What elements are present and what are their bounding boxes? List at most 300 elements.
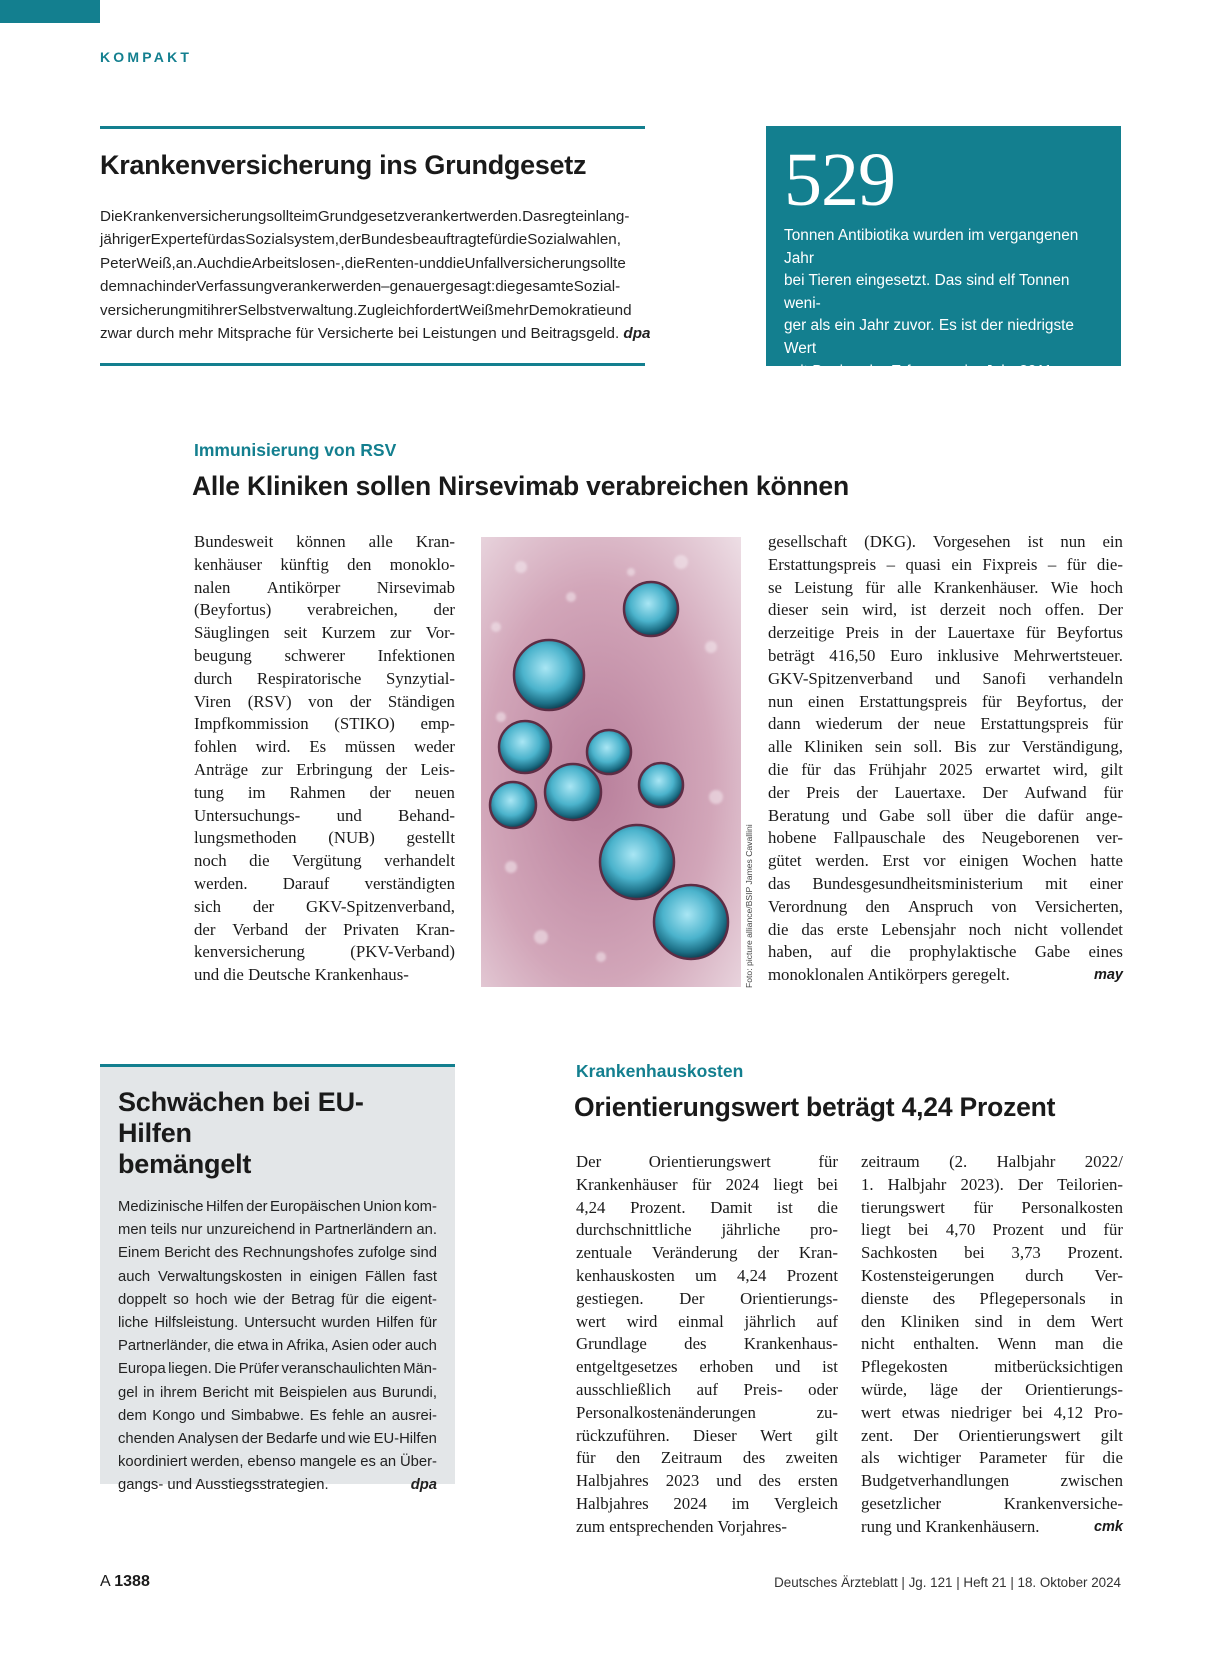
word: Neugeborenen — [981, 828, 1080, 848]
word: nicht — [861, 1334, 895, 1354]
word: gütet — [768, 851, 802, 871]
word: lang- — [595, 208, 630, 225]
word: Europäischen — [270, 1199, 361, 1215]
text-line — [861, 1311, 1123, 1334]
word: der — [980, 1379, 1003, 1399]
word: des — [742, 1448, 766, 1468]
word: 1. — [861, 1174, 874, 1194]
text-line — [194, 919, 455, 942]
word: Wenn — [997, 1334, 1037, 1354]
word: an. — [416, 1222, 437, 1239]
word: für — [419, 1314, 437, 1331]
text-line — [194, 577, 455, 600]
body-line — [100, 299, 645, 322]
word: Viren — [194, 691, 232, 711]
word: Gabe — [879, 805, 915, 825]
word: genauer — [389, 278, 446, 296]
word: Arbeitslosen-, — [251, 254, 345, 272]
word: sein — [821, 600, 849, 620]
text-line — [194, 554, 455, 577]
text-line — [861, 1470, 1123, 1493]
word: fordert — [414, 301, 459, 319]
word: alle — [768, 737, 793, 757]
word: unzureichend — [206, 1222, 296, 1239]
word: (RSV) — [247, 691, 292, 711]
word: sein — [874, 737, 902, 757]
word: und — [200, 1407, 226, 1424]
word: dienste — [861, 1288, 909, 1308]
word: Rahmen — [289, 782, 346, 802]
text-line — [576, 1151, 838, 1174]
word: mit — [253, 1384, 274, 1401]
word: werden. — [194, 873, 248, 893]
word: Preis — [806, 782, 840, 802]
article-column-2 — [861, 1151, 1123, 1539]
word: Orientierungs- — [740, 1288, 838, 1308]
word: Verfassung — [196, 278, 273, 296]
text-line — [576, 1219, 838, 1242]
journal-info: Deutsches Ärzteblatt | Jg. 121 | Heft 21 | 18. Oktober 2024 — [774, 1575, 1121, 1590]
word: die — [1102, 1448, 1123, 1468]
word: erwartet — [985, 759, 1041, 779]
word: Bundesweit — [194, 532, 274, 551]
word: gestiegen. — [576, 1288, 644, 1308]
text-line-content: und die Deutsche Krankenhaus- — [194, 965, 409, 985]
word: kom- — [404, 1199, 437, 1215]
word: und — [935, 668, 961, 688]
word: Leistung — [794, 577, 853, 597]
word: 2024 — [673, 1493, 707, 1513]
word: müssen — [344, 737, 396, 757]
word: nur — [181, 1222, 203, 1239]
word: Zeitraum — [660, 1448, 723, 1468]
word: für — [489, 231, 507, 249]
text-line-content: rung und Krankenhäusern. — [861, 1516, 1040, 1536]
word: Vorgesehen — [932, 532, 1011, 551]
word: Respiratorische — [256, 668, 362, 688]
article-body — [118, 1196, 437, 1497]
word: Der — [982, 782, 1008, 802]
word: Einem — [118, 1245, 160, 1262]
word: EU-Hilfen — [373, 1430, 437, 1447]
word: liegt — [861, 1220, 891, 1240]
article-column-1 — [194, 531, 455, 987]
word: Pflegepersonals — [979, 1288, 1086, 1308]
word: Der — [576, 1152, 602, 1171]
word: Auch — [196, 254, 232, 272]
word: der — [174, 278, 197, 296]
stat-source: Quelle: Bundesamt für Verbraucherschutz und Lebensmittelsicherheit — [784, 397, 1042, 408]
word: um — [695, 1265, 717, 1285]
word: für — [203, 231, 221, 249]
word: Beyfortus, — [1016, 691, 1087, 711]
word: doppelt — [118, 1291, 167, 1308]
stat-line: ger als ein Jahr zuvor. Es ist der niedrigste Wert — [784, 317, 1074, 357]
word: quasi — [905, 554, 941, 574]
word: sich — [194, 896, 222, 916]
word: mitberücksichtigen — [994, 1357, 1123, 1377]
word: der — [385, 759, 408, 779]
word: Aufwand — [1024, 782, 1087, 802]
word: Kongo — [152, 1407, 196, 1424]
word: sind — [974, 1311, 1003, 1331]
word: Sozialsystem, — [245, 231, 339, 249]
word: entgeltgesetzes — [576, 1357, 678, 1377]
word: Unfallversicherung — [464, 254, 591, 272]
word: zur — [261, 759, 283, 779]
word: Kran- — [798, 1243, 838, 1263]
word: Hilfen — [205, 1199, 244, 1215]
word: der — [246, 1199, 268, 1215]
word: die — [249, 851, 270, 871]
text-line — [194, 827, 455, 850]
text-line — [768, 645, 1123, 668]
text-line — [861, 1516, 1123, 1539]
text-line — [768, 941, 1123, 964]
word: Das — [522, 208, 550, 225]
word: durchschnittliche — [576, 1220, 692, 1240]
text-line — [768, 805, 1123, 828]
word: für — [1064, 1448, 1085, 1468]
word: Burundi, — [381, 1384, 437, 1401]
word: gesamte — [515, 278, 574, 296]
word: wurden — [321, 1314, 371, 1331]
word: und — [1060, 1220, 1087, 1240]
word: verhandeln — [1048, 668, 1123, 688]
word: Prozent. — [630, 1197, 686, 1217]
word: (DKG). — [864, 532, 916, 551]
word: den — [347, 554, 372, 574]
word: würde, — [861, 1379, 908, 1399]
word: (PKV-Verband) — [350, 942, 455, 962]
word: Asien — [331, 1338, 369, 1355]
word: offen. — [1045, 600, 1085, 620]
word: Weiß, — [136, 254, 176, 272]
word: Analysen — [177, 1430, 239, 1447]
text-line — [118, 1196, 437, 1219]
word: wie — [234, 1291, 257, 1308]
word: in — [890, 623, 904, 643]
article-eu-hilfen — [100, 1064, 455, 1494]
word: verabreichen, — [307, 600, 398, 620]
word: für — [973, 1197, 993, 1217]
word: monoklo- — [389, 554, 455, 574]
word: Halbjahres — [576, 1493, 649, 1513]
text-line — [576, 1311, 838, 1334]
word: des — [684, 1334, 707, 1354]
stat-text — [784, 225, 1103, 383]
word: Darauf — [282, 873, 330, 893]
word: werden. — [468, 208, 523, 225]
word: Rechnungshofes — [242, 1245, 354, 1262]
word: und — [775, 1357, 801, 1377]
word: Behand- — [398, 805, 455, 825]
word: etwa — [237, 1338, 269, 1355]
word: ein — [951, 554, 972, 574]
word: (2. — [949, 1152, 968, 1171]
word: der — [252, 896, 275, 916]
word: das — [768, 873, 791, 893]
word: gilt — [1100, 1425, 1123, 1445]
text-line — [118, 1428, 437, 1451]
word: 416,50 — [829, 645, 876, 665]
text-line — [576, 1379, 838, 1402]
word: Sozial- — [573, 278, 621, 296]
word: nalen — [194, 577, 231, 597]
word: 2024 — [725, 1174, 760, 1194]
text-line — [861, 1356, 1123, 1379]
word: in — [299, 1222, 311, 1239]
word: künftig — [280, 554, 329, 574]
word: Lebensjahr — [881, 919, 956, 939]
text-line — [194, 691, 455, 714]
word: oder — [371, 1338, 402, 1355]
word: einer — [1089, 873, 1123, 893]
text-line — [118, 1405, 437, 1428]
word: Infektionen — [377, 645, 455, 665]
word: Mehrwertsteuer. — [1013, 645, 1123, 665]
word: Preis — [845, 623, 880, 643]
word: Verordnung — [768, 896, 848, 916]
word: Vergütung — [292, 851, 362, 871]
section-label: KOMPAKT — [100, 49, 193, 65]
word: im — [301, 208, 318, 225]
word: verhandelt — [384, 851, 455, 871]
word: Säuglingen — [194, 623, 270, 643]
word: vor — [923, 851, 946, 871]
word: Erstattungspreis — [980, 714, 1089, 734]
word: wird, — [862, 600, 898, 620]
body-line — [100, 205, 645, 228]
word: demnach — [100, 278, 163, 296]
text-line — [861, 1219, 1123, 1242]
text-line — [118, 1474, 437, 1497]
text-line — [768, 577, 1123, 600]
word: Fixpreis — [982, 554, 1038, 574]
word: Orientierungswert — [958, 1425, 1081, 1445]
word: Bundesbeauftragte — [360, 231, 490, 249]
word: dem — [118, 1407, 147, 1424]
text-line — [768, 827, 1123, 850]
word: Afrika, — [286, 1338, 329, 1355]
word: auch — [404, 1338, 437, 1355]
word: im — [731, 1493, 750, 1513]
stat-box — [766, 126, 1121, 408]
word: zu- — [816, 1402, 838, 1422]
word: für — [982, 691, 1002, 711]
word: Experte — [150, 231, 203, 249]
word: Erstattungspreis — [768, 554, 877, 574]
word: alle — [897, 577, 922, 597]
word: Damit — [710, 1197, 753, 1217]
text-line — [194, 599, 455, 622]
word: Krankenhaus- — [743, 1334, 838, 1354]
word: zeitraum — [861, 1152, 920, 1171]
word: in — [1109, 1288, 1123, 1308]
word: Betrag — [291, 1291, 335, 1308]
word: über — [963, 805, 994, 825]
word: Der — [913, 1425, 939, 1445]
word: Medizinische — [118, 1199, 204, 1215]
text-line — [118, 1219, 437, 1242]
word: Halbjahres — [576, 1471, 649, 1491]
word: noch — [998, 600, 1032, 620]
word: für — [818, 1152, 838, 1171]
word: dieser — [768, 600, 809, 620]
word: den — [861, 1311, 886, 1331]
word: in — [162, 278, 175, 296]
word: Krankenhäuser — [576, 1174, 678, 1194]
word: verständigten — [364, 873, 455, 893]
body-line-last — [100, 322, 651, 345]
text-line — [768, 599, 1123, 622]
text-line — [768, 713, 1123, 736]
title-line: bemängelt — [118, 1149, 252, 1179]
word: wird — [626, 1311, 658, 1331]
word: bei — [1022, 1402, 1043, 1422]
word: Pflegekosten — [861, 1357, 948, 1377]
word: die — [768, 759, 789, 779]
text-line — [118, 1312, 437, 1335]
word: Erbringung — [296, 759, 373, 779]
word: Kran- — [415, 919, 455, 939]
word: Vergleich — [774, 1493, 838, 1513]
text-line — [118, 1358, 437, 1381]
word: fast — [413, 1268, 437, 1285]
text-line — [576, 1470, 838, 1493]
word: Selbstverwaltung. — [237, 301, 358, 319]
text-line — [768, 554, 1123, 577]
word: Dieser — [692, 1425, 737, 1445]
word: in — [1018, 1311, 1032, 1331]
word: für — [1066, 554, 1087, 574]
word: Parameter — [978, 1448, 1047, 1468]
word: derzeit — [939, 600, 986, 620]
word: Wie — [1050, 577, 1079, 597]
word: jährlich — [744, 1311, 796, 1331]
word: Verständigung, — [1021, 737, 1123, 757]
word: Beratung — [768, 805, 830, 825]
word: Erst — [882, 851, 910, 871]
word: dem — [1046, 1311, 1076, 1331]
word: bei — [817, 1174, 838, 1194]
text-line — [861, 1174, 1123, 1197]
word: gestellt — [406, 828, 455, 848]
word: Sachkosten — [861, 1243, 938, 1263]
word: einigen — [959, 851, 1009, 871]
text-line — [576, 1493, 838, 1516]
word: liche — [118, 1314, 149, 1331]
page-number-value: 1388 — [114, 1573, 150, 1590]
word: hatte — [1090, 851, 1123, 871]
word: der — [304, 919, 327, 939]
text-line — [861, 1288, 1123, 1311]
word: der — [768, 782, 790, 802]
word: mit — [1045, 873, 1068, 893]
word: die — [344, 254, 365, 272]
word: hoch — [195, 1291, 228, 1308]
author-signature: dpa — [410, 1477, 437, 1494]
word: gel — [118, 1384, 138, 1401]
word: zentuale — [576, 1243, 632, 1263]
article-title: Krankenversicherung ins Grundgesetz — [100, 150, 587, 180]
author-signature: may — [1093, 967, 1123, 984]
word: Partnerländer, — [118, 1338, 211, 1355]
word: wert — [576, 1311, 606, 1331]
text-line — [861, 1379, 1123, 1402]
word: gilt — [815, 1425, 838, 1445]
word: Verband — [232, 919, 289, 939]
word: mehr — [493, 301, 529, 319]
word: soll. — [913, 737, 943, 757]
stat-number: 529 — [784, 138, 895, 222]
stat-line: Tonnen Antibiotika wurden im vergangenen Jahr — [784, 227, 1079, 267]
word: für — [691, 1174, 712, 1194]
text-line — [194, 622, 455, 645]
word: werden — [331, 278, 382, 296]
word: Hilfsleistung. — [154, 1314, 239, 1331]
word: Teilorien- — [1057, 1174, 1123, 1194]
text-line — [768, 668, 1123, 691]
word: auch — [118, 1268, 151, 1285]
text-line — [118, 1289, 437, 1312]
word: für — [576, 1448, 596, 1468]
word: Män- — [403, 1361, 437, 1378]
word: die — [1005, 805, 1026, 825]
word: durch — [194, 668, 233, 688]
word: des — [758, 1471, 781, 1491]
word: die — [231, 254, 252, 272]
text-line — [768, 964, 1123, 987]
word: gesellschaft — [768, 532, 848, 551]
word: 2022/ — [1084, 1152, 1123, 1171]
word: haben, — [768, 942, 813, 962]
word: Demokratie — [528, 301, 607, 319]
word: ist — [910, 600, 927, 620]
corner-accent-bar — [0, 0, 100, 23]
word: Weiß — [458, 301, 494, 319]
word: erhoben — [699, 1357, 754, 1377]
photo-credit — [742, 824, 758, 990]
word: Kurzem — [321, 623, 376, 643]
text-line — [768, 691, 1123, 714]
article-title: Orientierungswert beträgt 4,24 Prozent — [574, 1092, 1056, 1122]
word: der — [194, 919, 216, 939]
word: der — [349, 691, 372, 711]
text-line — [118, 1451, 437, 1474]
word: Grundlage — [576, 1334, 647, 1354]
word: ein — [1102, 532, 1123, 551]
word: die — [495, 278, 516, 296]
word: Halbjahr — [887, 1174, 947, 1194]
word: und — [841, 805, 867, 825]
word: jähriger — [100, 231, 151, 249]
word: 4,70 — [945, 1220, 976, 1240]
word: Bericht — [202, 1384, 249, 1401]
word: Kliniken — [900, 1311, 960, 1331]
text-line — [861, 1151, 1123, 1174]
word: in — [143, 1384, 155, 1401]
word: Preis- — [743, 1379, 783, 1399]
word: Sozialwahlen, — [527, 231, 621, 249]
word: nun — [768, 691, 794, 711]
word: die — [768, 919, 789, 939]
author-signature: cmk — [1093, 1518, 1123, 1535]
word: tierungswert — [861, 1197, 945, 1217]
word: der — [338, 231, 361, 249]
word: tung — [194, 782, 224, 802]
text-line — [861, 1493, 1123, 1516]
